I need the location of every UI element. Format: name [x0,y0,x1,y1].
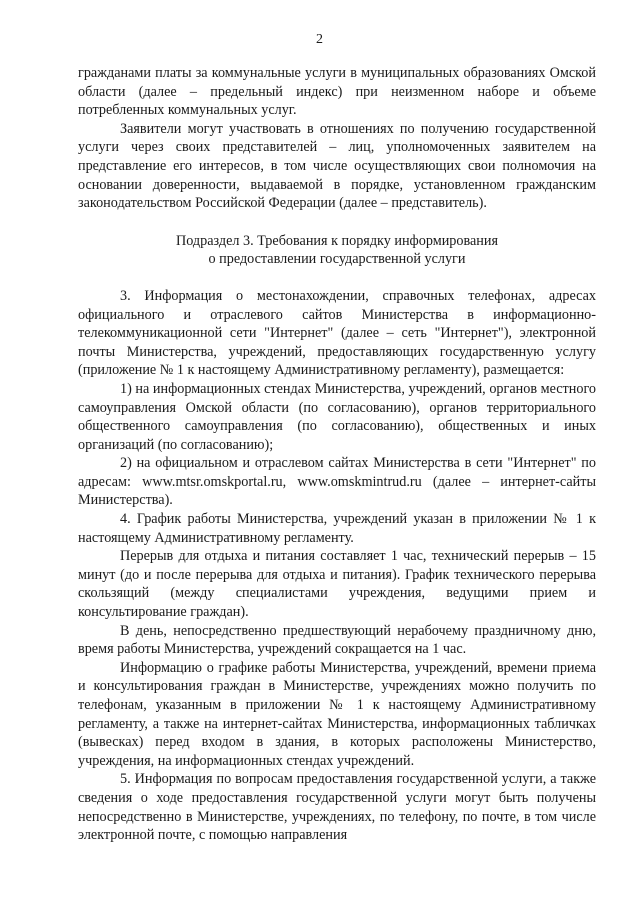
paragraph-subitem-2: 2) на официальном и отраслевом сайтах Министерства в сети "Интернет" по адресам: www.mtsr.omskportal.ru, www.omskmintrud.ru (далее – интернет-сайты Министерства). [78,455,596,509]
subsection-heading-line-1: Подраздел 3. Требования к порядку информирования [175,232,499,249]
paragraph-pre-holiday: В день, непосредственно предшествующий нерабочему праздничному дню, время работы Министерства, учреждений сокращается на 1 час. [78,622,596,658]
document-body [78,64,596,845]
subsection-heading-line-2: о предоставлении государственной услуги [208,251,466,268]
subsection-heading [78,232,596,269]
paragraph-subitem-1: 1) на информационных стендах Министерства, учреждений, органов местного самоуправления Омской области (по согласованию), органов территориального общественного самоуправления (по согласованию), общественных и иных организаций (по согласованию); [78,380,596,453]
paragraph-schedule-info: Информацию о графике работы Министерства, учреждений, времени приема и консультирования граждан в Министерстве, учреждениях можно получить по телефонам, указанным в приложении № 1 к настоящему Административному регламенту, а также на интернет-сайтах Министерства, информационных табличках (вывесках) перед входом в здания, в которых расположены Министерство, учреждения, на информационных стендах учреждений. [78,659,596,769]
paragraph-break-schedule: Перерыв для отдыха и питания составляет 1 час, технический перерыв – 15 минут (до и после перерыва для отдыха и питания). График технического перерыва скользящий (между специалистами учреждения, ведущими прием и консультирование граждан). [78,548,596,621]
page-number: 2 [316,32,323,47]
paragraph-item-3: 3. Информация о местонахождении, справочных телефонах, адресах официального и отраслевого сайтов Министерства в информационно-телекоммуникационной сети "Интернет" (далее – сеть "Интернет"), электронной почты Министерства, учреждений, предоставляющих государственную услугу (приложение № 1 к настоящему Административному регламенту), размещается: [78,287,596,379]
paragraph-continuation: гражданами платы за коммунальные услуги в муниципальных образованиях Омской области (далее – предельный индекс) при неизменном наборе и объеме потребленных коммунальных услуг. [78,65,596,119]
paragraph-representatives: Заявители могут участвовать в отношениях по получению государственной услуги через своих представителей – лиц, уполномоченных заявителем на представление его интересов, в том числе осуществляющих свои полномочия на основании доверенности, выдаваемой в порядке, установленном гражданским законодательством Российской Федерации (далее – представитель). [78,120,596,212]
paragraph-item-5: 5. Информация по вопросам предоставления государственной услуги, а также сведения о ходе предоставления государственной услуги могут быть получены непосредственно в Министерстве, учреждениях, по телефону, по почте, в том числе электронной почте, с помощью направления [78,771,596,844]
paragraph-item-4: 4. График работы Министерства, учреждений указан в приложении № 1 к настоящему Административному регламенту. [78,511,596,546]
